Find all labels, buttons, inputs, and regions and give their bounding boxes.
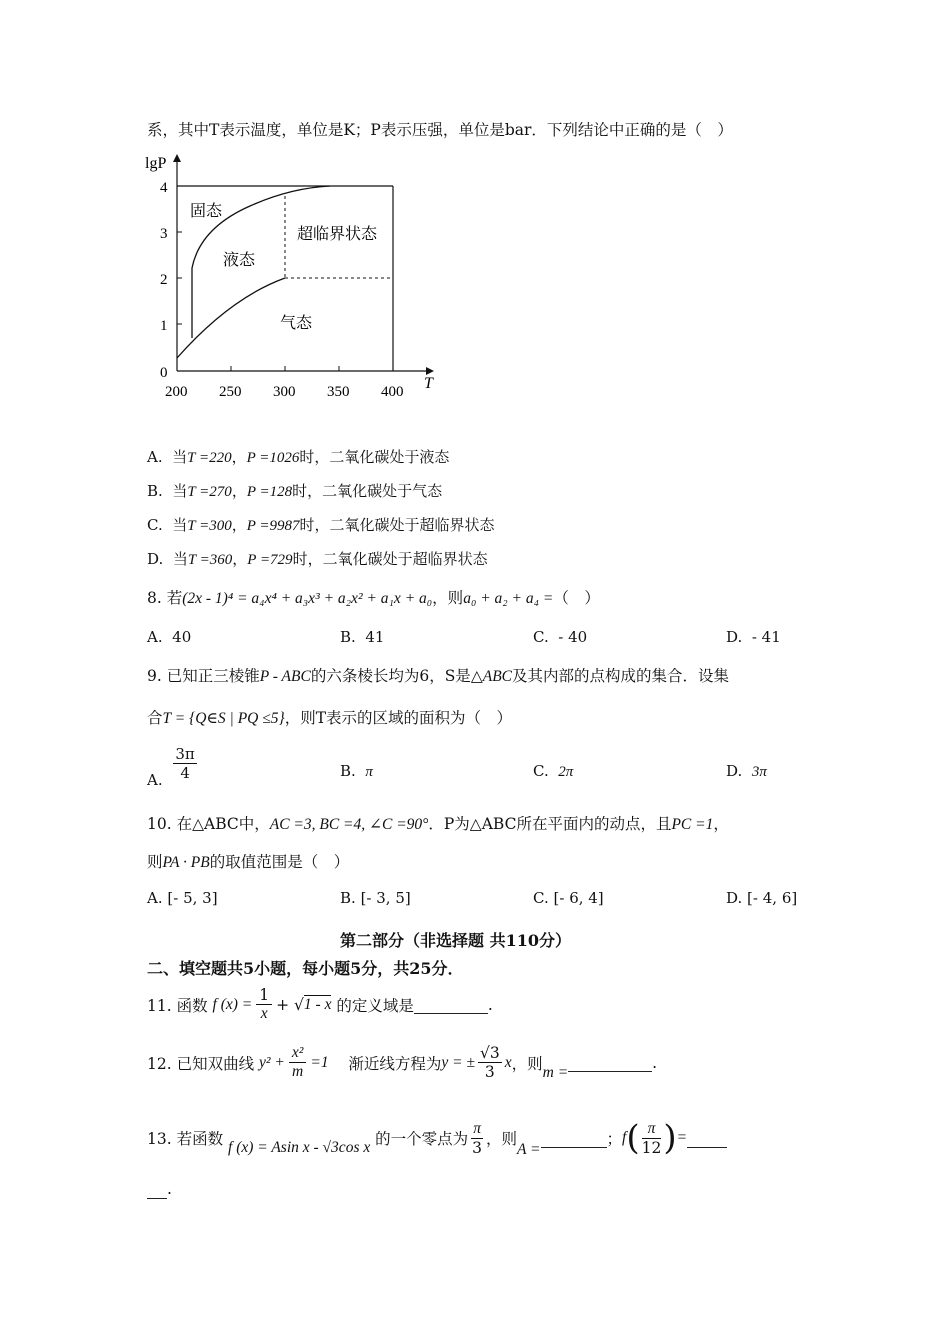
y-tick-2: 2 [160, 272, 168, 288]
q10-option-a[interactable]: A. [- 5, 3] [147, 889, 218, 907]
q10-option-b[interactable]: B. [- 3, 5] [340, 889, 411, 907]
supercritical-region-label: 超临界状态 [297, 224, 378, 243]
q7-option-b[interactable]: B. 当T =270，P =128时，二氧化碳处于气态 [147, 482, 443, 500]
section-2-heading: 二、填空题共5小题，每小题5分，共25分． [147, 959, 464, 978]
question-11: 11. 函数 f (x) = $\frac{1}{x}$ + √ 1 - x 的定义域是 . [147, 986, 493, 1022]
x-axis-label: T [424, 375, 433, 392]
gas-region-label: 气态 [280, 313, 313, 332]
q11-answer-blank[interactable] [414, 995, 488, 1014]
q12-answer-blank[interactable] [568, 1053, 652, 1072]
q8-option-c[interactable]: C. - 40 [533, 628, 588, 646]
q12-fraction: $\frac{\text{x²}}{m}$ [289, 1044, 307, 1081]
y-tick-1: 1 [160, 318, 168, 334]
q7-option-d[interactable]: D. 当T =360，P =729时，二氧化碳处于超临界状态 [147, 550, 488, 568]
question-8: 8. 若(2x - 1)⁴ = a₄x⁴ + a₃x³ + a₂x² + a₁x + a₀，则a₀ + a₂ + a₄ =（ ） [147, 589, 600, 607]
q9-option-a-fraction: $\frac{3\pi}{4}$ [175, 745, 195, 782]
q13-f-answer-blank-1[interactable] [687, 1129, 727, 1148]
q11-fraction: $\frac{1}{x}$ [256, 986, 272, 1023]
y-tick-3: 3 [160, 226, 168, 242]
y-axis-arrow [173, 154, 181, 162]
q8-option-a[interactable]: A. 40 [147, 628, 192, 646]
vaporization-curve [177, 278, 285, 358]
x-tick-400: 400 [381, 384, 404, 400]
q13-a-answer-blank[interactable] [541, 1129, 607, 1148]
solid-region-label: 固态 [190, 201, 223, 220]
q8-option-d[interactable]: D. - 41 [726, 628, 781, 646]
part-2-title: 第二部分（非选择题 共110分） [340, 931, 571, 950]
q9-option-a[interactable]: A. $\frac{3\pi}{4}$ [147, 745, 195, 789]
q13-f-fraction: π 12 [641, 1119, 662, 1157]
q7-option-a[interactable]: A. 当T =220，P =1026时，二氧化碳处于液态 [147, 448, 450, 466]
x-tick-250: 250 [219, 384, 242, 400]
x-tick-200: 200 [165, 384, 188, 400]
x-tick-350: 350 [327, 384, 350, 400]
x-tick-300: 300 [273, 384, 296, 400]
phase-diagram [140, 148, 440, 408]
q13-zero-fraction: π 3 [472, 1119, 482, 1157]
q13-f-answer-blank-2[interactable] [147, 1180, 167, 1199]
question-10-line-2: 则PA · PB的取值范围是（ ） [147, 853, 350, 871]
q7-option-c[interactable]: C. 当T =300，P =9987时，二氧化碳处于超临界状态 [147, 516, 495, 534]
intro-line: 系，其中T表示温度，单位是K；P表示压强，单位是bar．下列结论中正确的是（ ） [147, 121, 733, 139]
q12-root-fraction: $\frac{√3}{3}$ [479, 1044, 500, 1081]
question-13: 13. 若函数 f (x) = Asin x - √3cos x 的一个零点为 π 3 ，则 A = ； f ( π 12 ) = [147, 1118, 727, 1158]
y-tick-4: 4 [160, 180, 168, 196]
question-9-line-1: 9. 已知正三棱锥P - ABC的六条棱长均为6，S是△ABC及其内部的点构成的集合．设集 [147, 667, 730, 685]
q9-option-d[interactable]: D. 3π [726, 762, 767, 780]
x-axis-arrow [426, 367, 434, 375]
question-10-line-1: 10. 在△ABC中，AC =3, BC =4, ∠C =90°．P为△ABC所在平面内的动点，且PC =1， [147, 815, 729, 833]
q10-option-d[interactable]: D. [- 4, 6] [726, 889, 798, 907]
y-axis-label: lgP [145, 155, 167, 172]
q8-option-b[interactable]: B. 41 [340, 628, 385, 646]
question-9-line-2: 合T = {Q∈S | PQ ≤5}，则T表示的区域的面积为（ ） [147, 709, 513, 727]
q10-option-c[interactable]: C. [- 6, 4] [533, 889, 604, 907]
liquid-region-label: 液态 [223, 250, 256, 269]
y-tick-0: 0 [160, 365, 168, 381]
q9-option-b[interactable]: B. π [340, 762, 373, 780]
q9-option-c[interactable]: C. 2π [533, 762, 574, 780]
q13-continuation: . [147, 1180, 172, 1199]
question-12: 12. 已知双曲线 y² + $\frac{\text{x²}}{m}$ =1 渐近线方程为 y = ± $\frac{√3}{3}$ x ，则 m = . [147, 1044, 658, 1081]
